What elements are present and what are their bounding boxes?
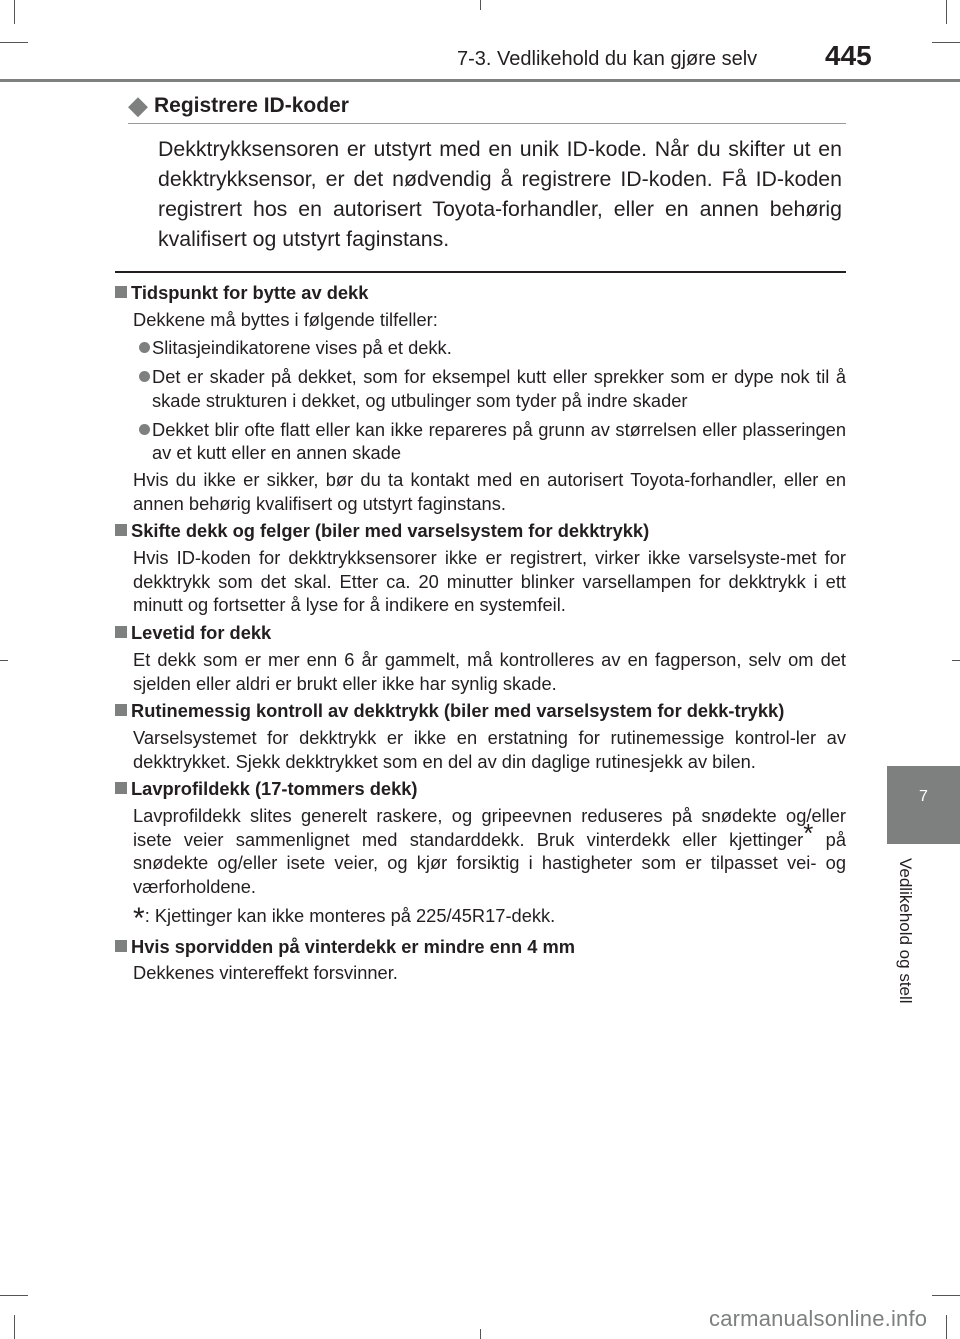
- note-title: Levetid for dekk: [115, 621, 846, 645]
- footnote: *: Kjettinger kan ikke monteres på 225/45R17-dekk.: [133, 901, 556, 935]
- header-chapter-title: 7-3. Vedlikehold du kan gjøre selv: [457, 48, 758, 70]
- note-text: Hvis ID-koden for dekktrykksensorer ikke er registrert, virker ikke varselsyste-met for dekktrykk som det skal. Etter ca. 20 minutter blinker varsellampen for dekktrykk i ett minutt og fortsetter å lyse for å indikere en systemfeil.: [133, 547, 846, 616]
- note-title: Rutinemessig kontroll av dekktrykk (biler med varselsystem for dekk-trykk): [115, 699, 846, 723]
- crop-mark: [14, 0, 15, 24]
- note-item: [115, 777, 846, 935]
- chapter-tab-number: 7: [919, 788, 928, 805]
- crop-mark: [932, 1295, 960, 1296]
- diamond-icon: ◆: [128, 90, 148, 120]
- section-heading: [128, 90, 349, 121]
- crop-mark: [0, 1295, 28, 1296]
- bullet-item: Slitasjeindikatorene vises på et dekk.: [115, 336, 846, 360]
- note-title: Hvis sporvidden på vinterdekk er mindre enn 4 mm: [115, 935, 846, 959]
- circle-bullet-icon: [139, 342, 150, 353]
- section-title: Registrere ID-koder: [154, 94, 349, 117]
- crop-mark: [952, 660, 960, 661]
- note-text: Hvis du ikke er sikker, bør du ta kontakt med en autorisert Toyota-forhandler, eller en annen behørig kvalifisert og utstyrt faginstans.: [133, 468, 846, 514]
- note-title: Tidspunkt for bytte av dekk: [115, 281, 846, 305]
- chapter-tab-label: Vedlikehold og stell: [896, 858, 915, 1004]
- crop-mark: [480, 1329, 481, 1339]
- square-bullet-icon: [115, 782, 127, 794]
- square-bullet-icon: [115, 704, 127, 716]
- chapter-tab: [887, 766, 960, 844]
- note-item: [115, 519, 846, 617]
- note-title: Lavprofildekk (17-tommers dekk): [115, 777, 846, 801]
- square-bullet-icon: [115, 940, 127, 952]
- note-item: [115, 699, 846, 773]
- section-body: Dekktrykksensoren er utstyrt med en unik ID-kode. Når du skifter ut en dekktrykksensor, er det nødvendig å registrere ID-koden. Få ID-koden registrert hos en autorisert Toyota-forhandler, eller en annen behørig kvalifisert og utstyrt faginstans.: [158, 137, 842, 251]
- bullet-item: Dekket blir ofte flatt eller kan ikke repareres på grunn av størrelsen eller plasseringen av et kutt eller en annen skade: [115, 418, 846, 465]
- square-bullet-icon: [115, 626, 127, 638]
- circle-bullet-icon: [139, 371, 150, 382]
- crop-mark: [14, 1315, 15, 1339]
- notes-list: [115, 281, 846, 989]
- crop-mark: [0, 42, 28, 43]
- page-number: 445: [825, 40, 872, 71]
- crop-mark: [946, 1315, 947, 1339]
- crop-mark: [480, 0, 481, 10]
- note-text: Et dekk som er mer enn 6 år gammelt, må kontrolleres av en fagperson, selv om det sjelden eller aldri er brukt eller ikke har synlig skade.: [133, 648, 846, 694]
- watermark: carmanualsonline.info: [709, 1306, 928, 1331]
- notes-rule: [115, 271, 846, 273]
- note-title: Skifte dekk og felger (biler med varselsystem for dekktrykk): [115, 519, 846, 543]
- note-text: Varselsystemet for dekktrykk er ikke en erstatning for rutinemessige kontrol-ler av dekktrykket. Sjekk dekktrykket som en del av din daglige rutinesjekk av bilen.: [133, 726, 846, 772]
- note-item: [115, 281, 846, 515]
- asterisk-mark: *: [803, 817, 814, 848]
- header-rule: [0, 79, 960, 82]
- asterisk-mark: *: [133, 901, 145, 935]
- note-item: [115, 935, 846, 985]
- crop-mark: [946, 0, 947, 24]
- crop-mark: [0, 660, 8, 661]
- note-text: Dekkene må byttes i følgende tilfeller:: [133, 308, 438, 330]
- section-rule: [128, 123, 846, 124]
- bullet-item: Det er skader på dekket, som for eksempel kutt eller sprekker som er dype nok til å skade strukturen i dekket, og utbulinger som tyder på indre skader: [115, 365, 846, 412]
- square-bullet-icon: [115, 524, 127, 536]
- square-bullet-icon: [115, 286, 127, 298]
- note-item: [115, 621, 846, 695]
- circle-bullet-icon: [139, 424, 150, 435]
- note-text: Dekkenes vintereffekt forsvinner.: [133, 962, 398, 984]
- crop-mark: [932, 42, 960, 43]
- note-text: Lavprofildekk slites generelt raskere, og gripeevnen reduseres på snødekte og/eller isete veier sammenlignet med standarddekk. Bruk vinterdekk eller kjettinger* på snødekte og/eller isete veier, og kjør forsiktig i hastigheter som er tilpasset vei- og værforholdene.: [133, 805, 846, 898]
